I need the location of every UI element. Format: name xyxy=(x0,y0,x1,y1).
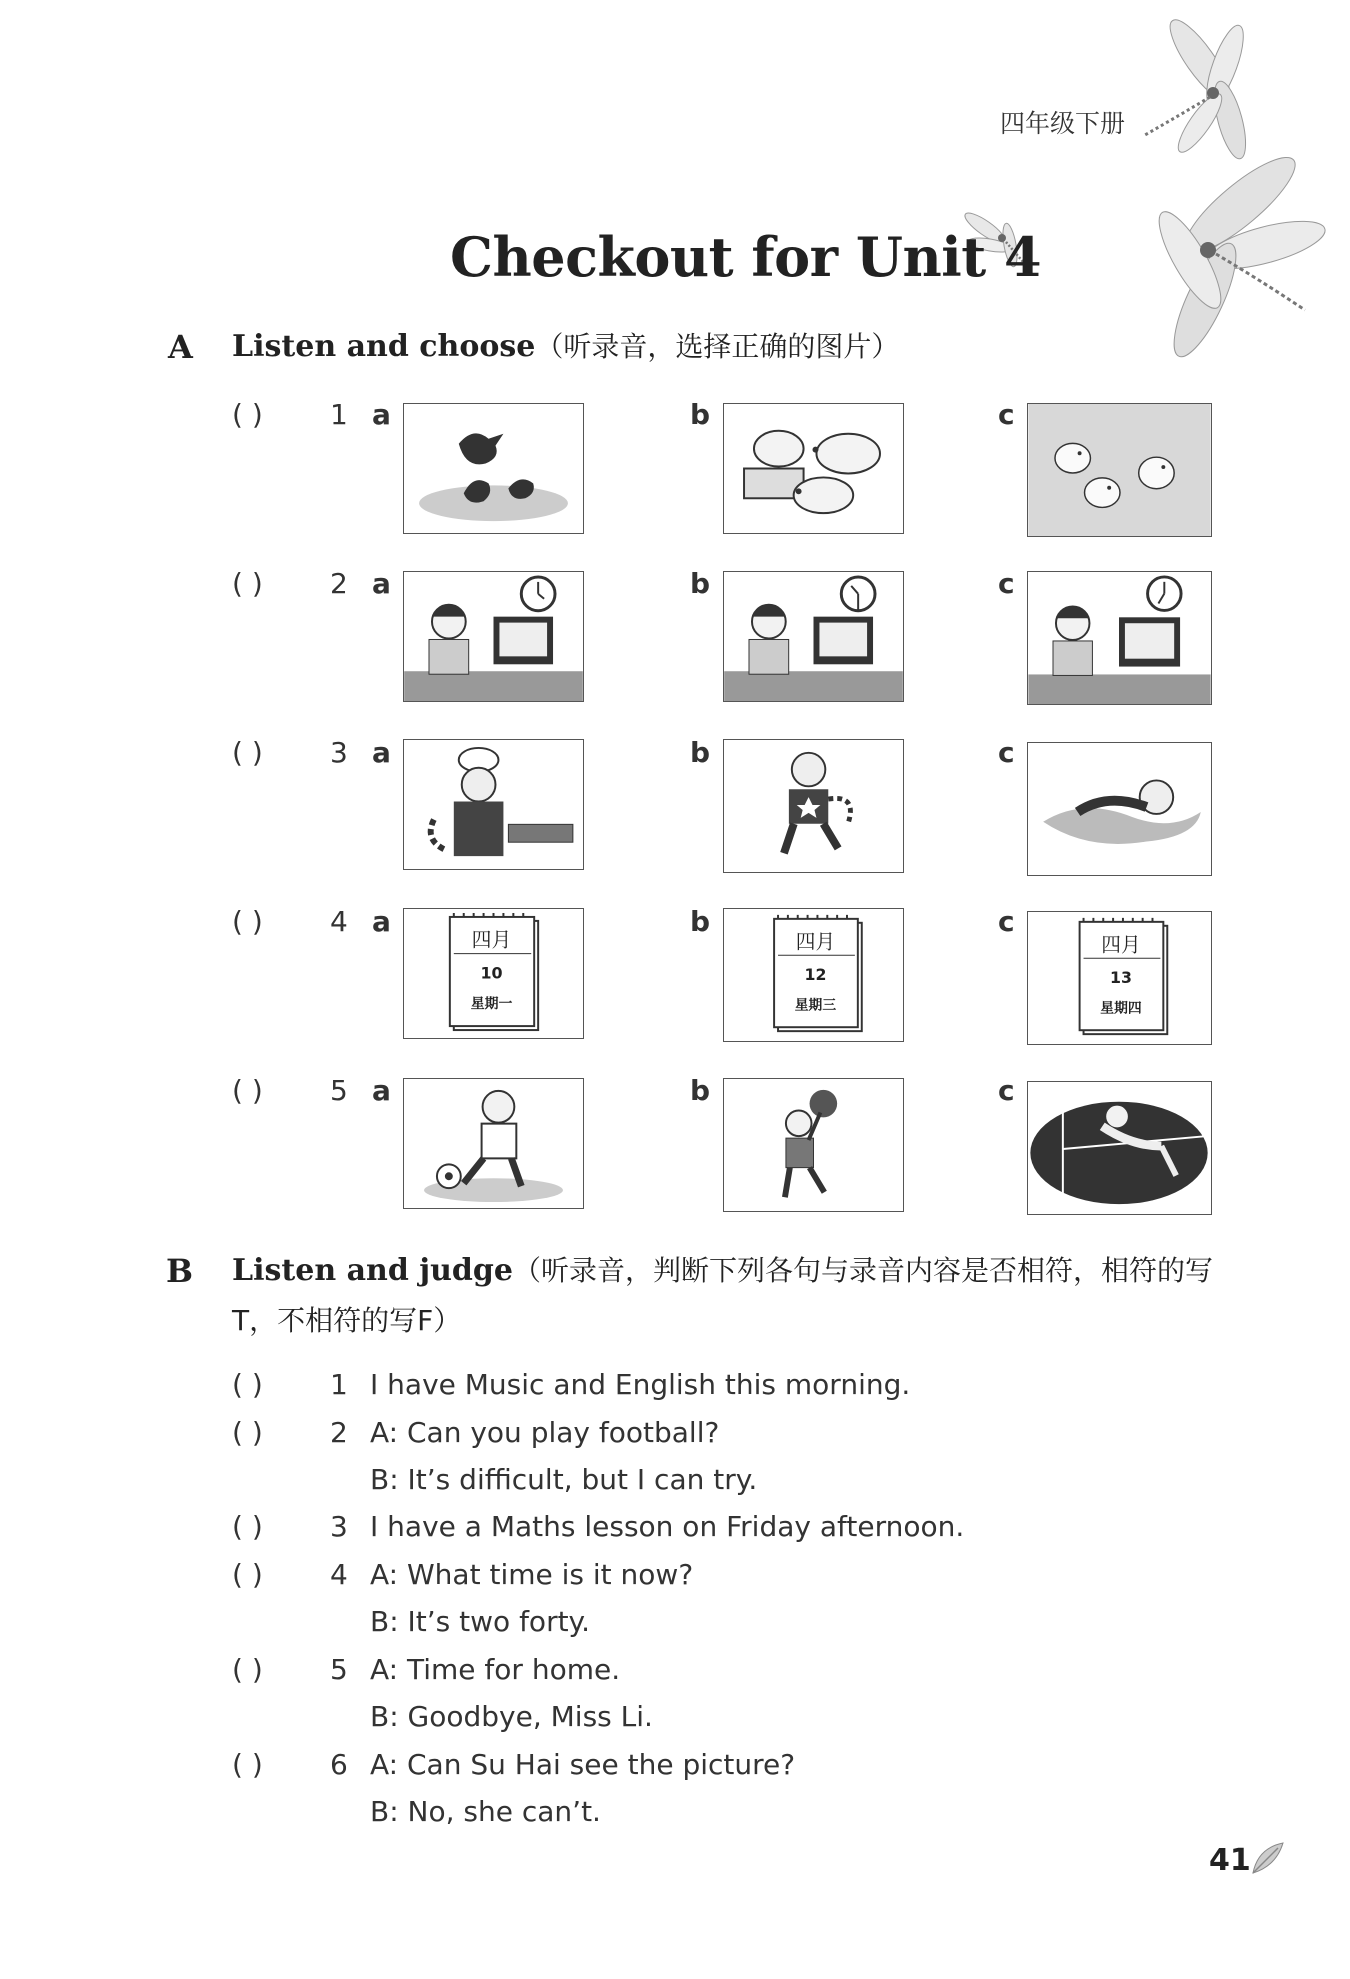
boy-basketball-picture[interactable] xyxy=(723,1078,904,1212)
dialogue-line: B: It’s two forty. xyxy=(370,1605,591,1638)
option-letter-a: a xyxy=(372,1074,391,1107)
calendar-month: 四月 xyxy=(795,930,836,954)
calendar-picture-b[interactable] xyxy=(723,908,904,1042)
section-a-letter: A xyxy=(168,328,193,366)
item-number: 3 xyxy=(330,1510,348,1543)
dragonfly-decoration-top xyxy=(1130,15,1290,165)
item-number: 1 xyxy=(330,1368,348,1401)
calendar-month: 四月 xyxy=(1101,933,1141,957)
calendar-month: 四月 xyxy=(471,928,512,952)
item-number: 5 xyxy=(330,1653,348,1686)
item-number: 4 xyxy=(330,1558,348,1591)
section-a-heading xyxy=(232,322,1222,372)
dialogue-line: A: What time is it now? xyxy=(370,1558,694,1591)
option-letter-a: a xyxy=(372,736,391,769)
option-letter-c: c xyxy=(998,398,1015,431)
option-letter-c: c xyxy=(998,905,1015,938)
calendar-weekday: 星期三 xyxy=(794,997,837,1014)
pigs-picture[interactable] xyxy=(723,403,904,534)
calendar-picture-c[interactable] xyxy=(1027,911,1212,1045)
dialogue-line: B: It’s difficult, but I can try. xyxy=(370,1463,758,1496)
cat-dancing-picture[interactable] xyxy=(723,739,904,873)
dialogue-line: A: Can Su Hai see the picture? xyxy=(370,1748,796,1781)
dialogue-line: A: Can you play football? xyxy=(370,1416,720,1449)
boy-watching-tv-clock-a[interactable] xyxy=(403,571,584,702)
boy-football-picture[interactable] xyxy=(403,1078,584,1209)
chicks-picture[interactable] xyxy=(1027,403,1212,537)
cat-swimming-picture[interactable] xyxy=(1027,742,1212,876)
item-number: 2 xyxy=(330,1416,348,1449)
option-letter-c: c xyxy=(998,567,1015,600)
item-number: 4 xyxy=(330,905,348,938)
option-letter-a: a xyxy=(372,905,391,938)
section-a-heading-zh: （听录音，选择正确的图片） xyxy=(535,330,900,363)
option-letter-b: b xyxy=(690,567,711,600)
option-letter-b: b xyxy=(690,736,711,769)
section-b-heading-en: Listen and judge xyxy=(232,1253,513,1288)
boy-watching-tv-clock-b[interactable] xyxy=(723,571,904,702)
grade-label: 四年级下册 xyxy=(1000,109,1126,138)
dialogue-line: B: Goodbye, Miss Li. xyxy=(370,1700,653,1733)
leaf-icon xyxy=(1248,1838,1288,1878)
answer-blank[interactable]: ( ) xyxy=(232,1748,263,1781)
option-letter-b: b xyxy=(690,398,711,431)
option-letter-c: c xyxy=(998,736,1015,769)
option-letter-c: c xyxy=(998,1074,1015,1107)
item-number: 6 xyxy=(330,1748,348,1781)
answer-blank[interactable]: ( ) xyxy=(232,1653,263,1686)
dialogue-line: B: No, she can’t. xyxy=(370,1795,601,1828)
statement-line: I have a Maths lesson on Friday afternoon. xyxy=(370,1510,965,1543)
page-number: 41 xyxy=(1209,1843,1251,1878)
calendar-day: 10 xyxy=(480,963,503,983)
section-a-heading-en: Listen and choose xyxy=(232,329,536,364)
answer-blank[interactable]: ( ) xyxy=(232,905,263,938)
answer-blank[interactable]: ( ) xyxy=(232,1416,263,1449)
statement-line: I have Music and English this morning. xyxy=(370,1368,911,1401)
boy-high-jump-picture[interactable] xyxy=(1027,1081,1212,1215)
calendar-day: 12 xyxy=(804,964,827,984)
option-letter-b: b xyxy=(690,905,711,938)
answer-blank[interactable]: ( ) xyxy=(232,1558,263,1591)
answer-blank[interactable]: ( ) xyxy=(232,567,263,600)
boy-watching-tv-clock-c[interactable] xyxy=(1027,571,1212,705)
section-b-heading xyxy=(232,1246,1222,1346)
birds-picture[interactable] xyxy=(403,403,584,534)
section-b-letter: B xyxy=(166,1252,194,1290)
page-title: Checkout for Unit 4 xyxy=(450,225,1042,289)
option-letter-b: b xyxy=(690,1074,711,1107)
calendar-weekday: 星期四 xyxy=(1100,1000,1142,1017)
calendar-picture-a[interactable] xyxy=(403,908,584,1039)
dialogue-line: A: Time for home. xyxy=(370,1653,621,1686)
calendar-weekday: 星期一 xyxy=(470,996,513,1013)
answer-blank[interactable]: ( ) xyxy=(232,1510,263,1543)
item-number: 3 xyxy=(330,736,348,769)
option-letter-a: a xyxy=(372,567,391,600)
section-b-heading-zh: （听录音，判断下列各句与录音内容是否相符，相符的写T，不相符的写F） xyxy=(232,1254,1213,1337)
cat-cooking-picture[interactable] xyxy=(403,739,584,870)
answer-blank[interactable]: ( ) xyxy=(232,1074,263,1107)
item-number: 2 xyxy=(330,567,348,600)
answer-blank[interactable]: ( ) xyxy=(232,398,263,431)
answer-blank[interactable]: ( ) xyxy=(232,736,263,769)
item-number: 1 xyxy=(330,398,348,431)
option-letter-a: a xyxy=(372,398,391,431)
answer-blank[interactable]: ( ) xyxy=(232,1368,263,1401)
calendar-day: 13 xyxy=(1110,967,1132,987)
item-number: 5 xyxy=(330,1074,348,1107)
